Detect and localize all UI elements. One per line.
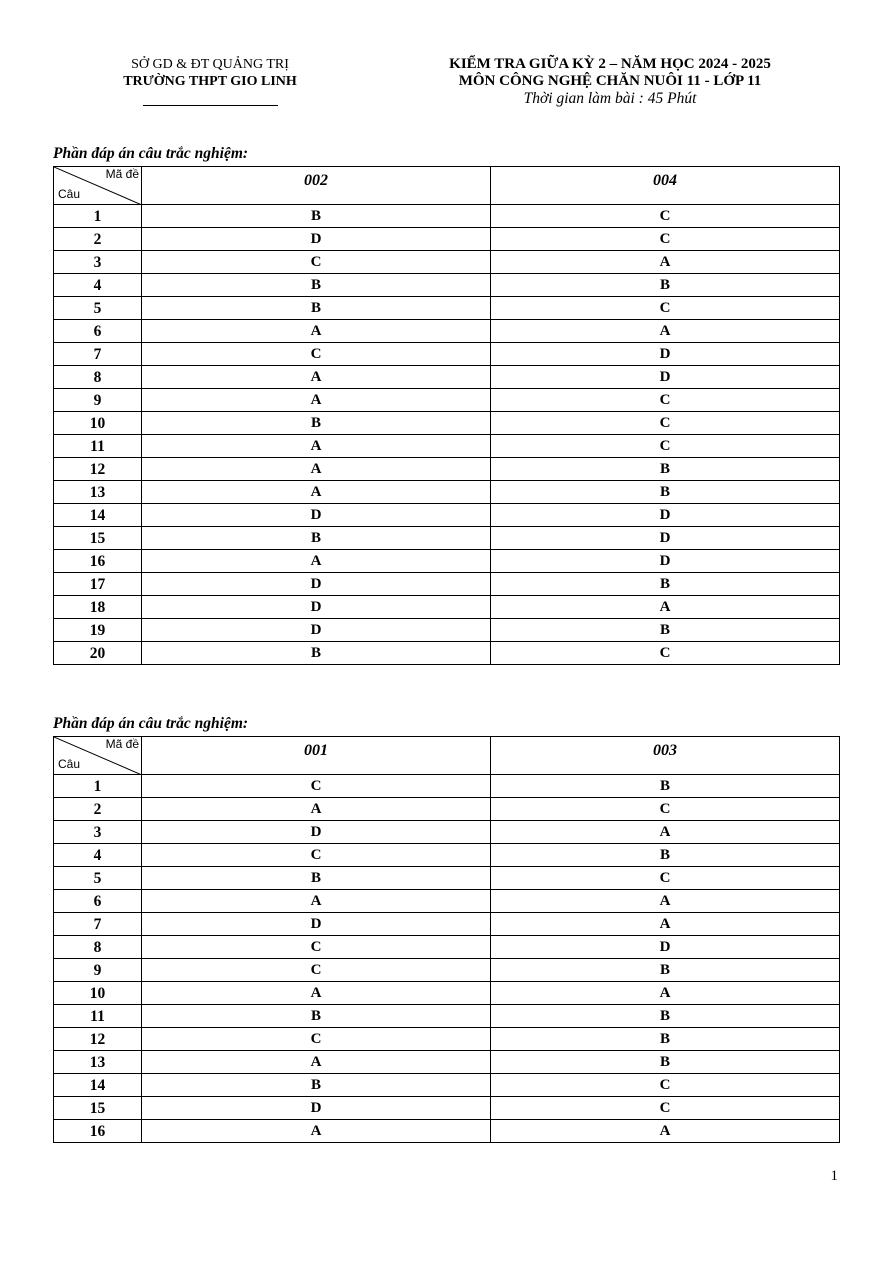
answer-cell: C (142, 251, 491, 274)
answer-cell: A (491, 320, 840, 343)
question-number: 10 (54, 982, 142, 1005)
answer-cell: B (491, 1005, 840, 1028)
answer-cell: A (491, 251, 840, 274)
question-number: 2 (54, 228, 142, 251)
answer-cell: B (142, 642, 491, 665)
answer-cell: B (491, 775, 840, 798)
question-number: 14 (54, 1074, 142, 1097)
answer-cell: A (142, 798, 491, 821)
answer-cell: C (142, 936, 491, 959)
table-row (54, 274, 840, 297)
school-name: TRƯỜNG THPT GIO LINH (123, 74, 297, 89)
table-header-row (54, 737, 840, 775)
table-row (54, 1051, 840, 1074)
answer-cell: A (142, 1120, 491, 1143)
answer-cell: C (491, 1074, 840, 1097)
answer-cell: A (142, 982, 491, 1005)
question-number: 16 (54, 550, 142, 573)
table-row (54, 297, 840, 320)
answer-cell: B (491, 619, 840, 642)
table-row (54, 775, 840, 798)
table-row (54, 642, 840, 665)
question-number: 7 (54, 913, 142, 936)
table-row (54, 366, 840, 389)
answer-cell: D (142, 228, 491, 251)
answer-cell: A (491, 821, 840, 844)
question-number: 3 (54, 821, 142, 844)
subject-title: MÔN CÔNG NGHỆ CHĂN NUÔI 11 - LỚP 11 (458, 73, 762, 89)
table-row (54, 936, 840, 959)
answer-cell: D (142, 596, 491, 619)
answer-cell: C (142, 1028, 491, 1051)
exam-duration: Thời gian làm bài : 45 Phút (523, 90, 697, 107)
answer-cell: B (142, 527, 491, 550)
answer-cell: C (491, 297, 840, 320)
question-number: 12 (54, 458, 142, 481)
table-row (54, 527, 840, 550)
answer-cell: A (142, 458, 491, 481)
question-number: 8 (54, 936, 142, 959)
answer-cell: A (142, 481, 491, 504)
answer-cell: A (491, 982, 840, 1005)
answer-cell: B (491, 959, 840, 982)
question-number: 1 (54, 205, 142, 228)
answer-cell: A (142, 320, 491, 343)
question-number: 4 (54, 274, 142, 297)
table-row (54, 251, 840, 274)
table-row (54, 798, 840, 821)
answer-cell: B (491, 844, 840, 867)
answer-cell: B (142, 297, 491, 320)
answer-cell: B (491, 458, 840, 481)
answer-table-1 (53, 166, 840, 665)
answer-cell: D (142, 913, 491, 936)
exam-code-header: 001 (142, 737, 491, 775)
table-row (54, 619, 840, 642)
answer-cell: A (142, 890, 491, 913)
question-number: 1 (54, 775, 142, 798)
answer-cell: C (491, 867, 840, 890)
answer-cell: D (491, 343, 840, 366)
answer-cell: A (491, 596, 840, 619)
section-title-1: Phần đáp án câu trắc nghiệm: (53, 145, 249, 162)
question-number: 17 (54, 573, 142, 596)
answer-cell: A (142, 389, 491, 412)
question-number: 9 (54, 959, 142, 982)
question-number: 11 (54, 435, 142, 458)
answer-cell: A (142, 435, 491, 458)
page-number: 1 (830, 1168, 838, 1184)
table-row (54, 481, 840, 504)
corner-label-question: Câu (58, 187, 81, 201)
question-number: 8 (54, 366, 142, 389)
question-number: 18 (54, 596, 142, 619)
exam-code-header: 003 (491, 737, 840, 775)
answer-cell: B (142, 205, 491, 228)
table-row (54, 913, 840, 936)
question-number: 10 (54, 412, 142, 435)
table-row (54, 389, 840, 412)
question-number: 6 (54, 320, 142, 343)
answer-cell: B (491, 1051, 840, 1074)
table-row (54, 1028, 840, 1051)
question-number: 13 (54, 481, 142, 504)
answer-cell: B (491, 481, 840, 504)
answer-cell: D (491, 550, 840, 573)
corner-label-code: Mã đề (105, 737, 139, 751)
question-number: 3 (54, 251, 142, 274)
table-row (54, 228, 840, 251)
question-number: 19 (54, 619, 142, 642)
table-row (54, 1120, 840, 1143)
question-number: 7 (54, 343, 142, 366)
question-number: 16 (54, 1120, 142, 1143)
table-row (54, 596, 840, 619)
table-row (54, 573, 840, 596)
exam-code-header: 002 (142, 167, 491, 205)
table-row (54, 1005, 840, 1028)
question-number: 14 (54, 504, 142, 527)
question-number: 2 (54, 798, 142, 821)
table-row (54, 412, 840, 435)
question-number: 15 (54, 1097, 142, 1120)
answer-cell: D (491, 366, 840, 389)
answer-cell: C (491, 642, 840, 665)
answer-cell: C (491, 205, 840, 228)
answer-cell: C (491, 389, 840, 412)
table-header-row (54, 167, 840, 205)
table-row (54, 205, 840, 228)
answer-cell: B (142, 274, 491, 297)
answer-cell: A (491, 913, 840, 936)
answer-cell: C (491, 798, 840, 821)
answer-cell: D (142, 573, 491, 596)
header-right (400, 56, 820, 107)
table-row (54, 959, 840, 982)
answer-cell: C (491, 435, 840, 458)
question-number: 15 (54, 527, 142, 550)
table-row (54, 844, 840, 867)
corner-cell (54, 167, 142, 205)
answer-cell: D (142, 1097, 491, 1120)
table-row (54, 982, 840, 1005)
answer-cell: C (491, 1097, 840, 1120)
table-row (54, 1097, 840, 1120)
table-row (54, 458, 840, 481)
answer-cell: C (142, 343, 491, 366)
corner-label-code: Mã đề (105, 167, 139, 181)
question-number: 5 (54, 867, 142, 890)
table-row (54, 320, 840, 343)
answer-cell: B (491, 1028, 840, 1051)
header-left (60, 56, 360, 106)
exam-title: KIỂM TRA GIỮA KỲ 2 – NĂM HỌC 2024 - 2025 (449, 56, 771, 72)
answer-cell: D (491, 527, 840, 550)
question-number: 5 (54, 297, 142, 320)
answer-cell: B (491, 573, 840, 596)
table-row (54, 550, 840, 573)
answer-cell: C (142, 959, 491, 982)
table-row (54, 343, 840, 366)
section-title-2: Phần đáp án câu trắc nghiệm: (53, 715, 249, 732)
answer-cell: A (491, 1120, 840, 1143)
table-row (54, 867, 840, 890)
question-number: 6 (54, 890, 142, 913)
answer-cell: C (142, 844, 491, 867)
table-row (54, 435, 840, 458)
question-number: 20 (54, 642, 142, 665)
answer-cell: C (142, 775, 491, 798)
corner-cell (54, 737, 142, 775)
answer-cell: B (142, 412, 491, 435)
table-row (54, 504, 840, 527)
header-divider (143, 105, 278, 106)
answer-table-2 (53, 736, 840, 1143)
answer-cell: D (142, 821, 491, 844)
answer-cell: A (142, 366, 491, 389)
answer-cell: A (142, 1051, 491, 1074)
table-row (54, 1074, 840, 1097)
answer-cell: A (491, 890, 840, 913)
answer-cell: B (142, 867, 491, 890)
answer-cell: D (142, 619, 491, 642)
answer-cell: B (491, 274, 840, 297)
table-row (54, 821, 840, 844)
answer-cell: C (491, 228, 840, 251)
question-number: 13 (54, 1051, 142, 1074)
question-number: 11 (54, 1005, 142, 1028)
exam-code-header: 004 (491, 167, 840, 205)
answer-cell: D (142, 504, 491, 527)
table-row (54, 890, 840, 913)
answer-cell: D (491, 504, 840, 527)
corner-label-question: Câu (58, 757, 81, 771)
question-number: 9 (54, 389, 142, 412)
question-number: 4 (54, 844, 142, 867)
question-number: 12 (54, 1028, 142, 1051)
answer-cell: B (142, 1074, 491, 1097)
department-name: SỞ GD & ĐT QUẢNG TRỊ (131, 57, 289, 72)
answer-cell: B (142, 1005, 491, 1028)
answer-cell: D (491, 936, 840, 959)
answer-cell: A (142, 550, 491, 573)
answer-cell: C (491, 412, 840, 435)
